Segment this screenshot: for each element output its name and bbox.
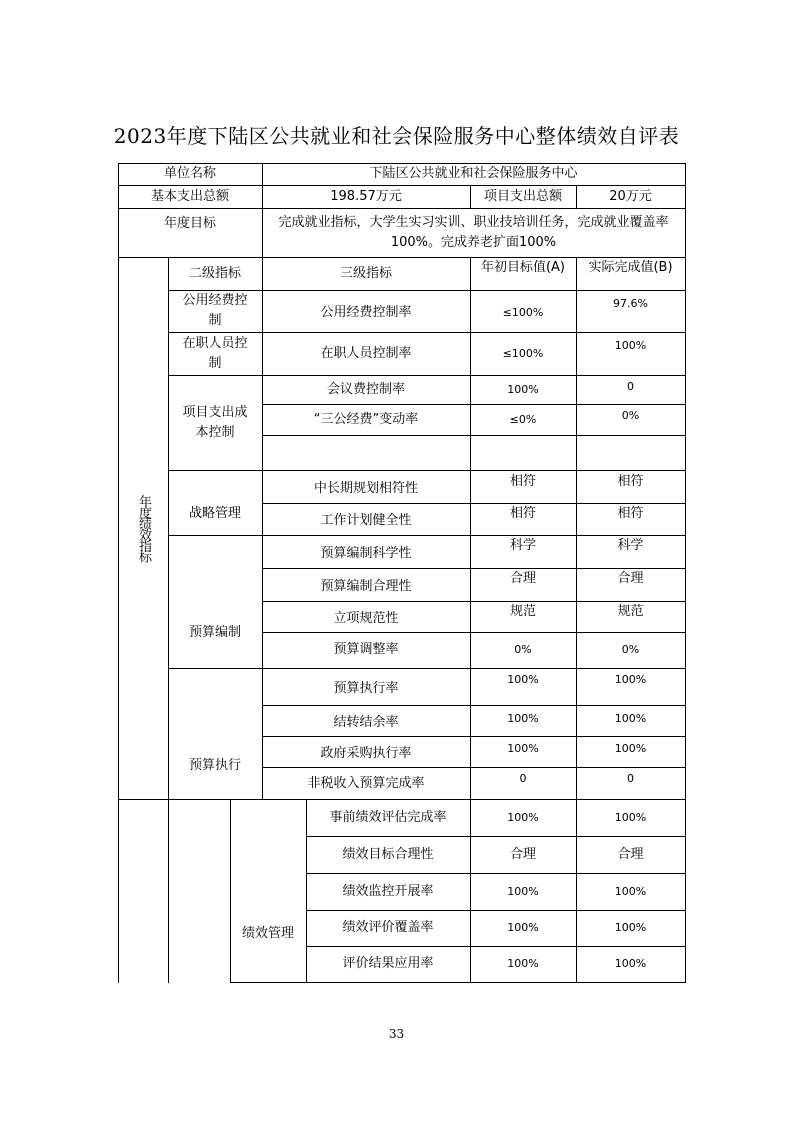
row-name: 中长期规划相符性 [313, 480, 418, 496]
page-number: 33 [388, 1027, 405, 1041]
row-target: 100% [507, 382, 539, 396]
row-target: 相符 [509, 474, 536, 489]
level1-indicator-label: 年度绩效指标 [136, 495, 151, 561]
row-name: 预算编制科学性 [320, 545, 412, 561]
row-name: 预算编制合理性 [320, 578, 412, 594]
group-strategy-management: 战略管理 [188, 505, 241, 521]
row-actual: 100% [614, 810, 647, 824]
row-name: 事前绩效评估完成率 [329, 809, 447, 825]
annual-goal-label: 年度目标 [163, 216, 216, 231]
basic-expense-label: 基本支出总额 [150, 188, 229, 204]
row-name: 会议费控制率 [326, 381, 405, 397]
basic-expense-value: 198.57万元 [330, 188, 402, 204]
row-name: 绩效监控开展率 [342, 883, 434, 899]
row-actual: 0% [621, 409, 640, 422]
row-target: 相符 [509, 506, 536, 521]
row-target: ≤100% [502, 346, 544, 360]
row-name: 绩效目标合理性 [342, 846, 434, 862]
row-name: 公用经费控制率 [320, 305, 412, 320]
row-name: 政府采购执行率 [320, 745, 412, 761]
row-name: 预算调整率 [333, 642, 399, 657]
row-name: 立项规范性 [333, 610, 399, 626]
row-target: ≤0% [509, 412, 537, 426]
group-public-expense-control: 公用经费控制 [182, 293, 248, 328]
group-budget-preparation: 预算编制 [188, 624, 241, 640]
row-actual: 100% [614, 884, 647, 898]
row-name [262, 435, 470, 470]
row-target: 科学 [509, 538, 536, 553]
row-actual: 科学 [617, 538, 644, 553]
target-column-header: 年初目标值(A) [480, 260, 566, 275]
row-name: 绩效评价覆盖率 [342, 920, 434, 935]
row-actual: 100% [614, 921, 647, 934]
page-title: 2023年度下陆区公共就业和社会保险服务中心整体绩效自评表 [113, 124, 680, 148]
row-actual: 97.6% [613, 297, 648, 310]
row-actual: 100% [614, 711, 647, 725]
row-actual: 合理 [617, 846, 644, 862]
row-target: 100% [507, 711, 539, 725]
row-target [470, 435, 576, 470]
group-budget-execution: 预算执行 [188, 757, 241, 773]
project-expense-value: 20万元 [609, 188, 652, 204]
row-actual: 规范 [617, 604, 644, 619]
group-project-cost-control: 项目支出成本控制 [182, 404, 248, 440]
annual-goal-text: 完成就业指标，大学生实习实训、职业技培训任务，完成就业覆盖率100%。完成养老扩面100% [278, 214, 669, 250]
row-actual: 100% [614, 339, 647, 352]
row-actual: 0% [621, 643, 640, 656]
actual-column-header: 实际完成值(B) [588, 260, 673, 275]
unit-name-value: 下陆区公共就业和社会保险服务中心 [369, 166, 578, 181]
row-actual: 100% [614, 673, 647, 686]
row-actual [576, 435, 685, 470]
row-target: 规范 [509, 604, 536, 619]
level3-column-header: 三级指标 [339, 265, 392, 281]
row-name: 在职人员控制率 [320, 345, 412, 361]
row-target: 0% [514, 643, 532, 656]
unit-name-label: 单位名称 [163, 166, 216, 181]
row-name: 结转结余率 [333, 714, 399, 730]
row-target: 0 [519, 772, 527, 785]
row-actual: 100% [614, 741, 647, 755]
row-target: ≤100% [502, 306, 544, 319]
group-staff-control: 在职人员控制 [182, 335, 248, 371]
row-actual: 0 [627, 380, 634, 393]
row-actual: 合理 [617, 571, 644, 586]
row-target: 合理 [509, 846, 536, 862]
row-target: 100% [507, 957, 539, 970]
row-target: 100% [507, 741, 539, 755]
row-name: 预算执行率 [333, 680, 399, 696]
row-actual: 相符 [617, 506, 644, 521]
row-name: 非税收入预算完成率 [307, 776, 425, 791]
row-target: 100% [507, 921, 539, 934]
row-target: 100% [507, 884, 539, 898]
project-expense-label: 项目支出总额 [483, 188, 562, 204]
row-name: 工作计划健全性 [320, 513, 412, 528]
group-performance-management: 绩效管理 [241, 925, 294, 941]
row-actual: 0 [627, 772, 634, 785]
row-actual: 100% [614, 957, 647, 970]
row-name: “三公经费”变动率 [313, 411, 419, 427]
row-name: 评价结果应用率 [342, 956, 434, 971]
row-target: 100% [507, 673, 539, 686]
row-target: 合理 [509, 571, 536, 586]
row-actual: 相符 [617, 474, 644, 489]
level2-column-header: 二级指标 [188, 265, 241, 281]
row-target: 100% [507, 810, 539, 824]
